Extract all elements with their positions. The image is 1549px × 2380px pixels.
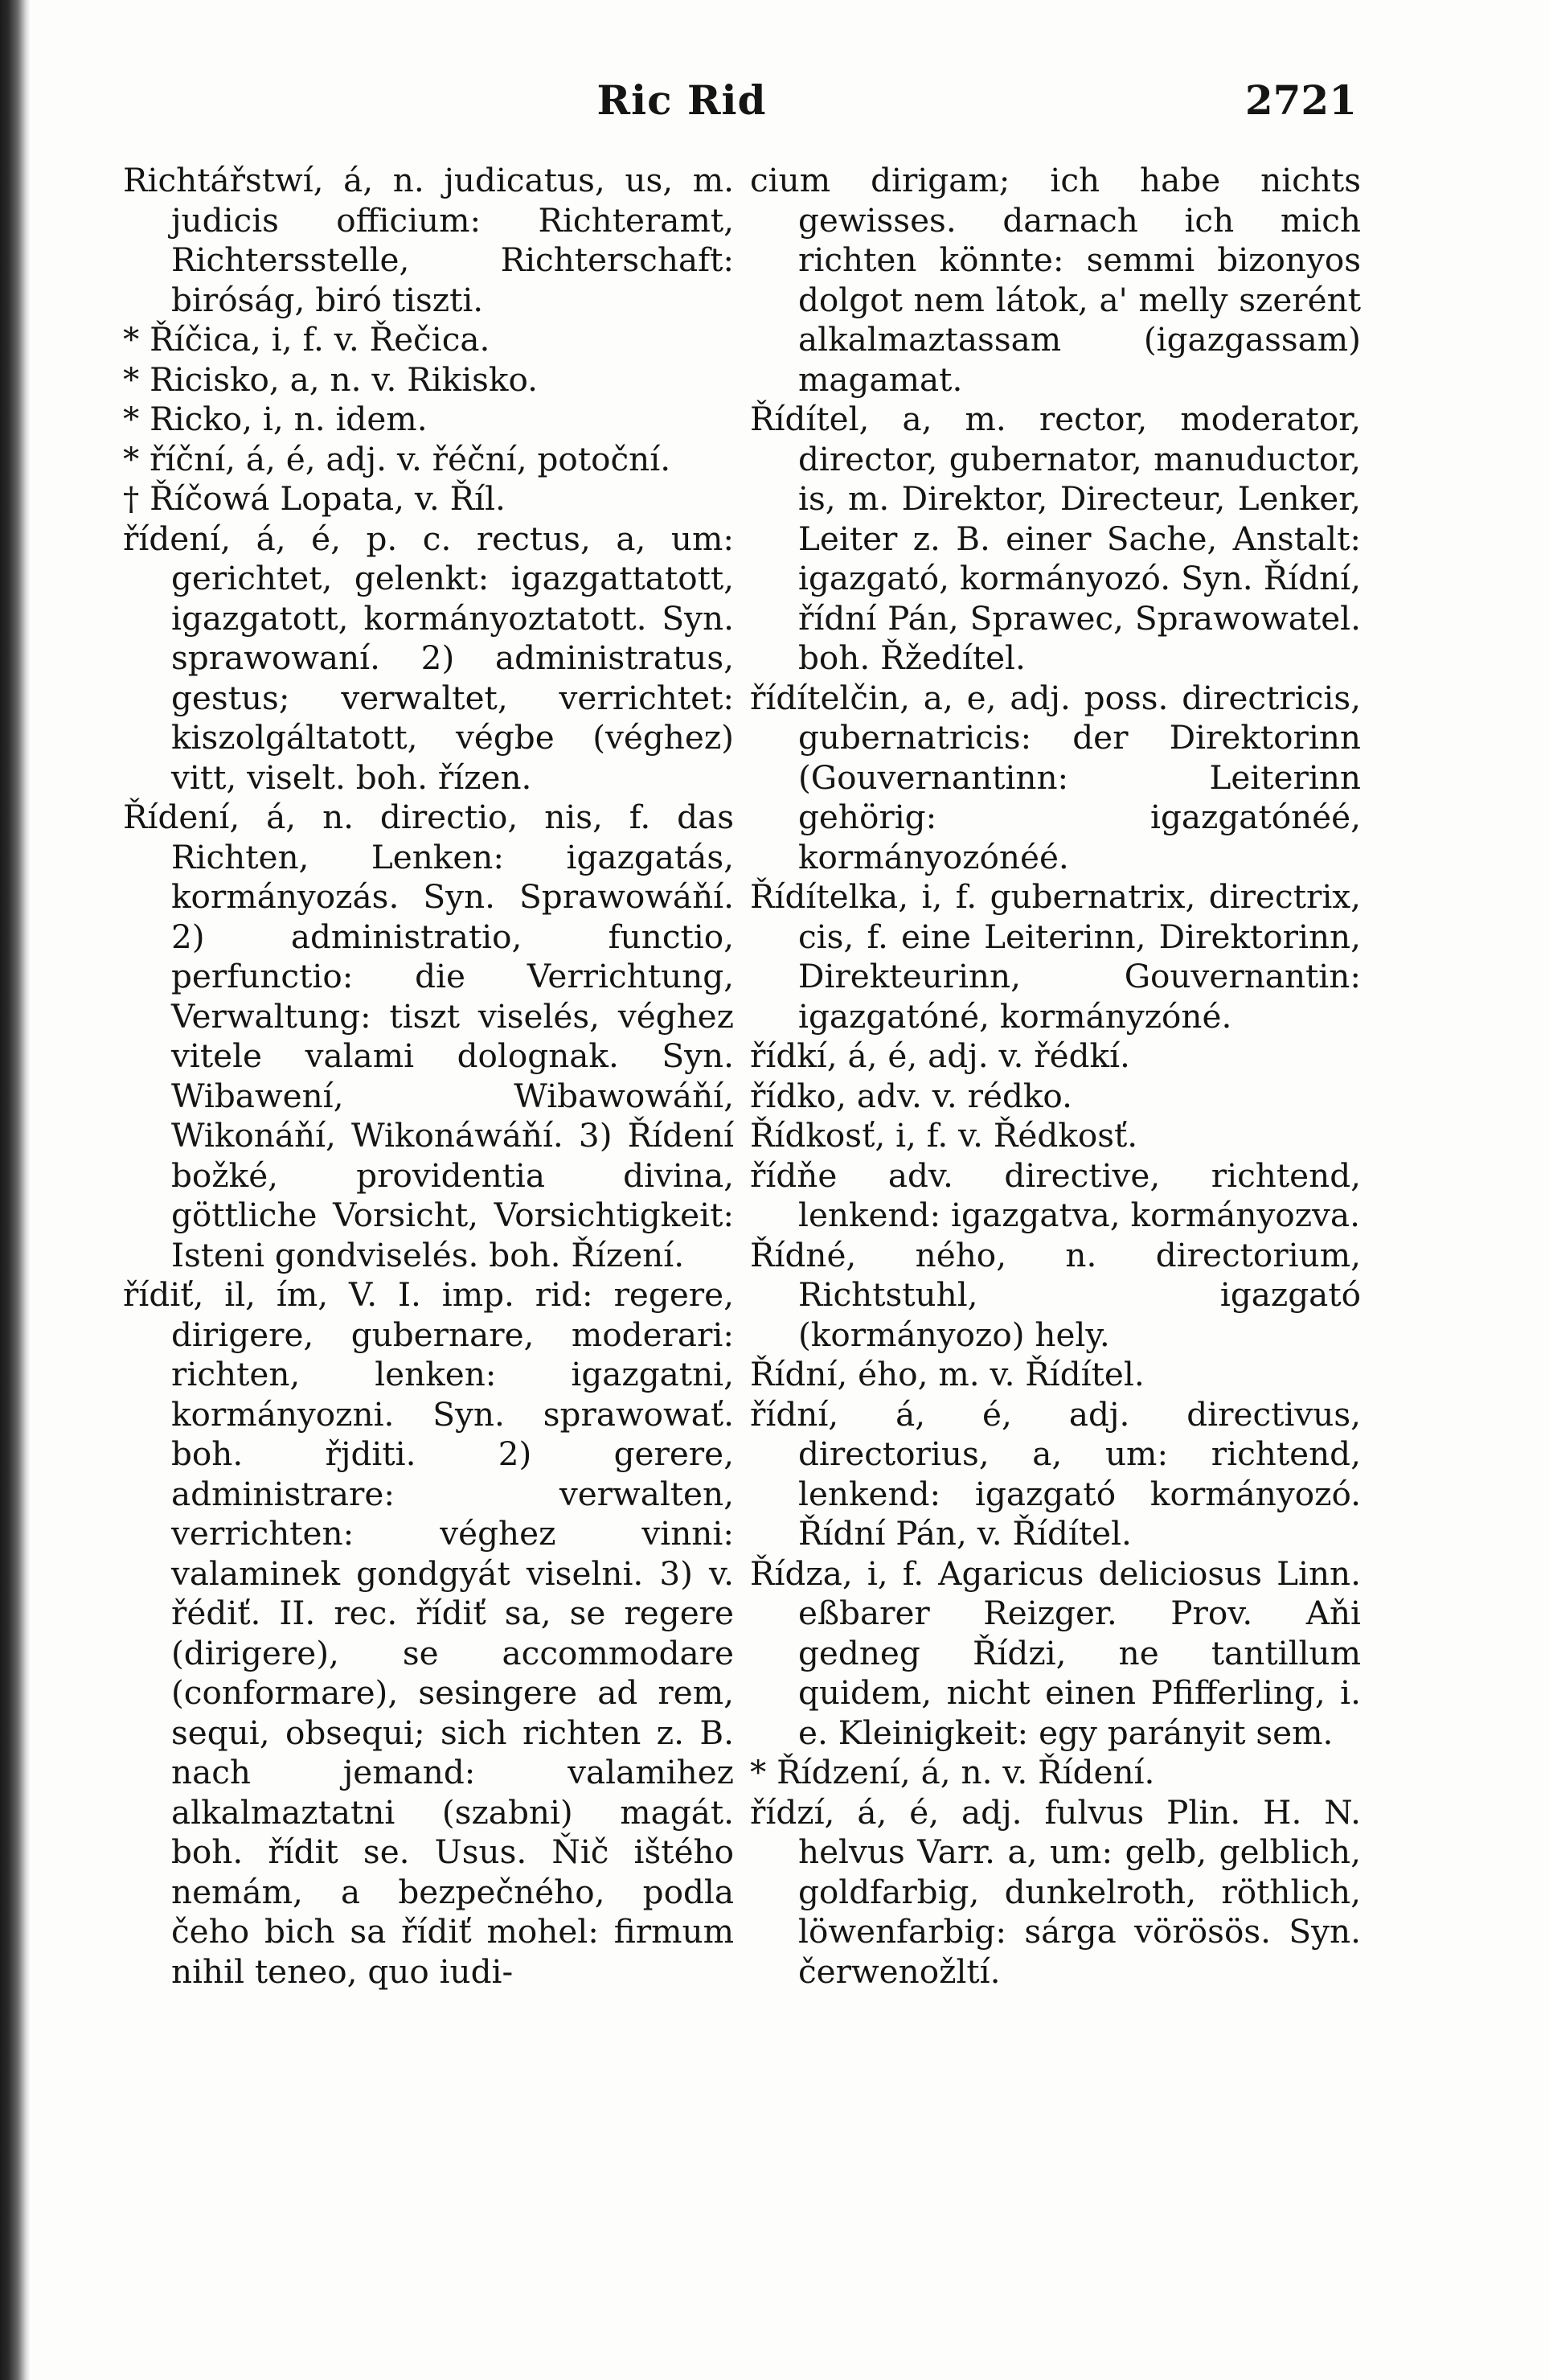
entry-ridni-adj: řídní, á, é, adj. directivus, directorius, a, um: richtend, lenkend: igazgató kormányozó. Řídní Pán, v. Řídítel. [750, 1394, 1361, 1553]
entry-ridza: Řídza, i, f. Agaricus deliciosus Linn. eßbarer Reizger. Prov. Aňi gedneg Řídzi, ne tantillum quidem, nicht einen Pfifferling, i. e. Kleinigkeit: egy parányit sem. [750, 1553, 1361, 1752]
page-header [31, 76, 1549, 149]
entry-ricko: * Ricko, i, n. idem. [123, 400, 428, 438]
entry-rideni-noun: Řídení, á, n. directio, nis, f. das Richten, Lenken: igazgatás, kormányozás. Syn. Sprawowáňí. 2) administratio, functio, perfunctio: die Verrichtung, Verwaltung: tiszt viselés, véghez vitele valami dolognak. Syn. Wibawení, Wibawowáňí, Wikonáňí, Wikonáwáňí. 3) Řídení božké, providentia divina, göttliche Vorsicht, Vorsichtigkeit: Isteni gondviselés. boh. Řízení. [123, 798, 734, 1274]
entry-ricisko: * Ricisko, a, n. v. Rikisko. [123, 359, 539, 399]
entry-richtarstwi: Richtářstwí, á, n. judicatus, us, m. judicis officium: Richteramt, Richtersstelle, Richterschaft: biróság, biró tiszti. [123, 161, 734, 319]
entry-ridne-noun: Řídné, ného, n. directorium, Richtstuhl, igazgató (kormányozo) hely. [750, 1235, 1361, 1354]
entry-ricica: * Říčica, i, f. v. Řečica. [123, 320, 490, 359]
right-column [750, 161, 1361, 1992]
entry-ridkost: Řídkosť, i, f. v. Řédkosť. [750, 1116, 1138, 1155]
left-column [123, 161, 734, 1992]
page-number: 2721 [1244, 76, 1357, 124]
entry-ridzi: řídzí, á, é, adj. fulvus Plin. H. N. helvus Varr. a, um: gelb, gelblich, goldfarbig, dunkelroth, röthlich, löwenfarbig: sárga vörösös. Syn. čerwenožltí. [750, 1792, 1361, 1991]
entry-ridit-continued: cium dirigam; ich habe nichts gewisses. darnach ich mich richten könnte: semmi bizonyos dolgot nem látok, a' melly szerént alkalmaztassam (igazgassam) magamat. [750, 161, 1361, 399]
book-binding-edge [0, 0, 31, 2380]
running-head: Ric Rid [596, 76, 767, 124]
entry-ridne-adv: řídňe adv. directive, richtend, lenkend: igazgatva, kormányozva. [750, 1155, 1361, 1234]
entry-ridni-noun: Řídní, ého, m. v. Řídítel. [750, 1355, 1145, 1393]
entry-ridzeni: * Řídzení, á, n. v. Řídení. [750, 1753, 1155, 1791]
entry-ridit: řídiť, il, ím, V. I. imp. rid: regere, dirigere, gubernare, moderari: richten, lenken: igazgatni, kormányozni. Syn. sprawowať. boh. řjditi. 2) gerere, administrare: verwalten, verrichten: véghez vinni: valaminek gondgyát viselni. 3) v. řédiť. II. rec. řídiť sa, se regere (dirigere), se accommodare (conformare), sesingere ad rem, sequi, obsequi; sich richten z. B. nach jemand: valamihez alkalmaztatni (szabni) magát. boh. řídit se. Usus. Ňič ištého nemám, a bezpečného, podla čeho bich sa řídiť mohel: firmum nihil teneo, quo iudi- [123, 1275, 734, 1991]
entry-ricowa-lopata: † Říčowá Lopata, v. Říl. [123, 479, 506, 518]
entry-ridko: řídko, adv. v. rédko. [750, 1076, 1072, 1115]
entry-ricni: * říční, á, é, adj. v. řéční, potoční. [123, 439, 671, 478]
entry-riditelka: Řídítelka, i, f. gubernatrix, directrix, cis, f. eine Leiterinn, Direktorinn, Direkteurinn, Gouvernantin: igazgatóné, kormányzóné. [750, 877, 1361, 1036]
entry-riditel: Řídítel, a, m. rector, moderator, director, gubernator, manuductor, is, m. Direktor, Directeur, Lenker, Leiter z. B. einer Sache, Anstalt: igazgató, kormányozó. Syn. Řídní, řídní Pán, Sprawec, Sprawowatel. boh. Řžedítel. [750, 400, 1361, 677]
entry-ridki: řídkí, á, é, adj. v. řédkí. [750, 1036, 1130, 1075]
dictionary-page [31, 0, 1549, 2380]
entry-rideni-adj: řídení, á, é, p. c. rectus, a, um: gerichtet, gelenkt: igazgattatott, igazgatott, kormányoztatott. Syn. sprawowaní. 2) administratus, gestus; verwaltet, verrichtet: kiszolgáltatott, végbe (véghez) vitt, viselt. boh. řízen. [123, 519, 734, 797]
entry-riditelcin: řídítelčin, a, e, adj. poss. directricis, gubernatricis: der Direktorinn (Gouvernantinn: Leiterinn gehörig: igazgatónéé, kormányozónéé. [750, 678, 1361, 876]
